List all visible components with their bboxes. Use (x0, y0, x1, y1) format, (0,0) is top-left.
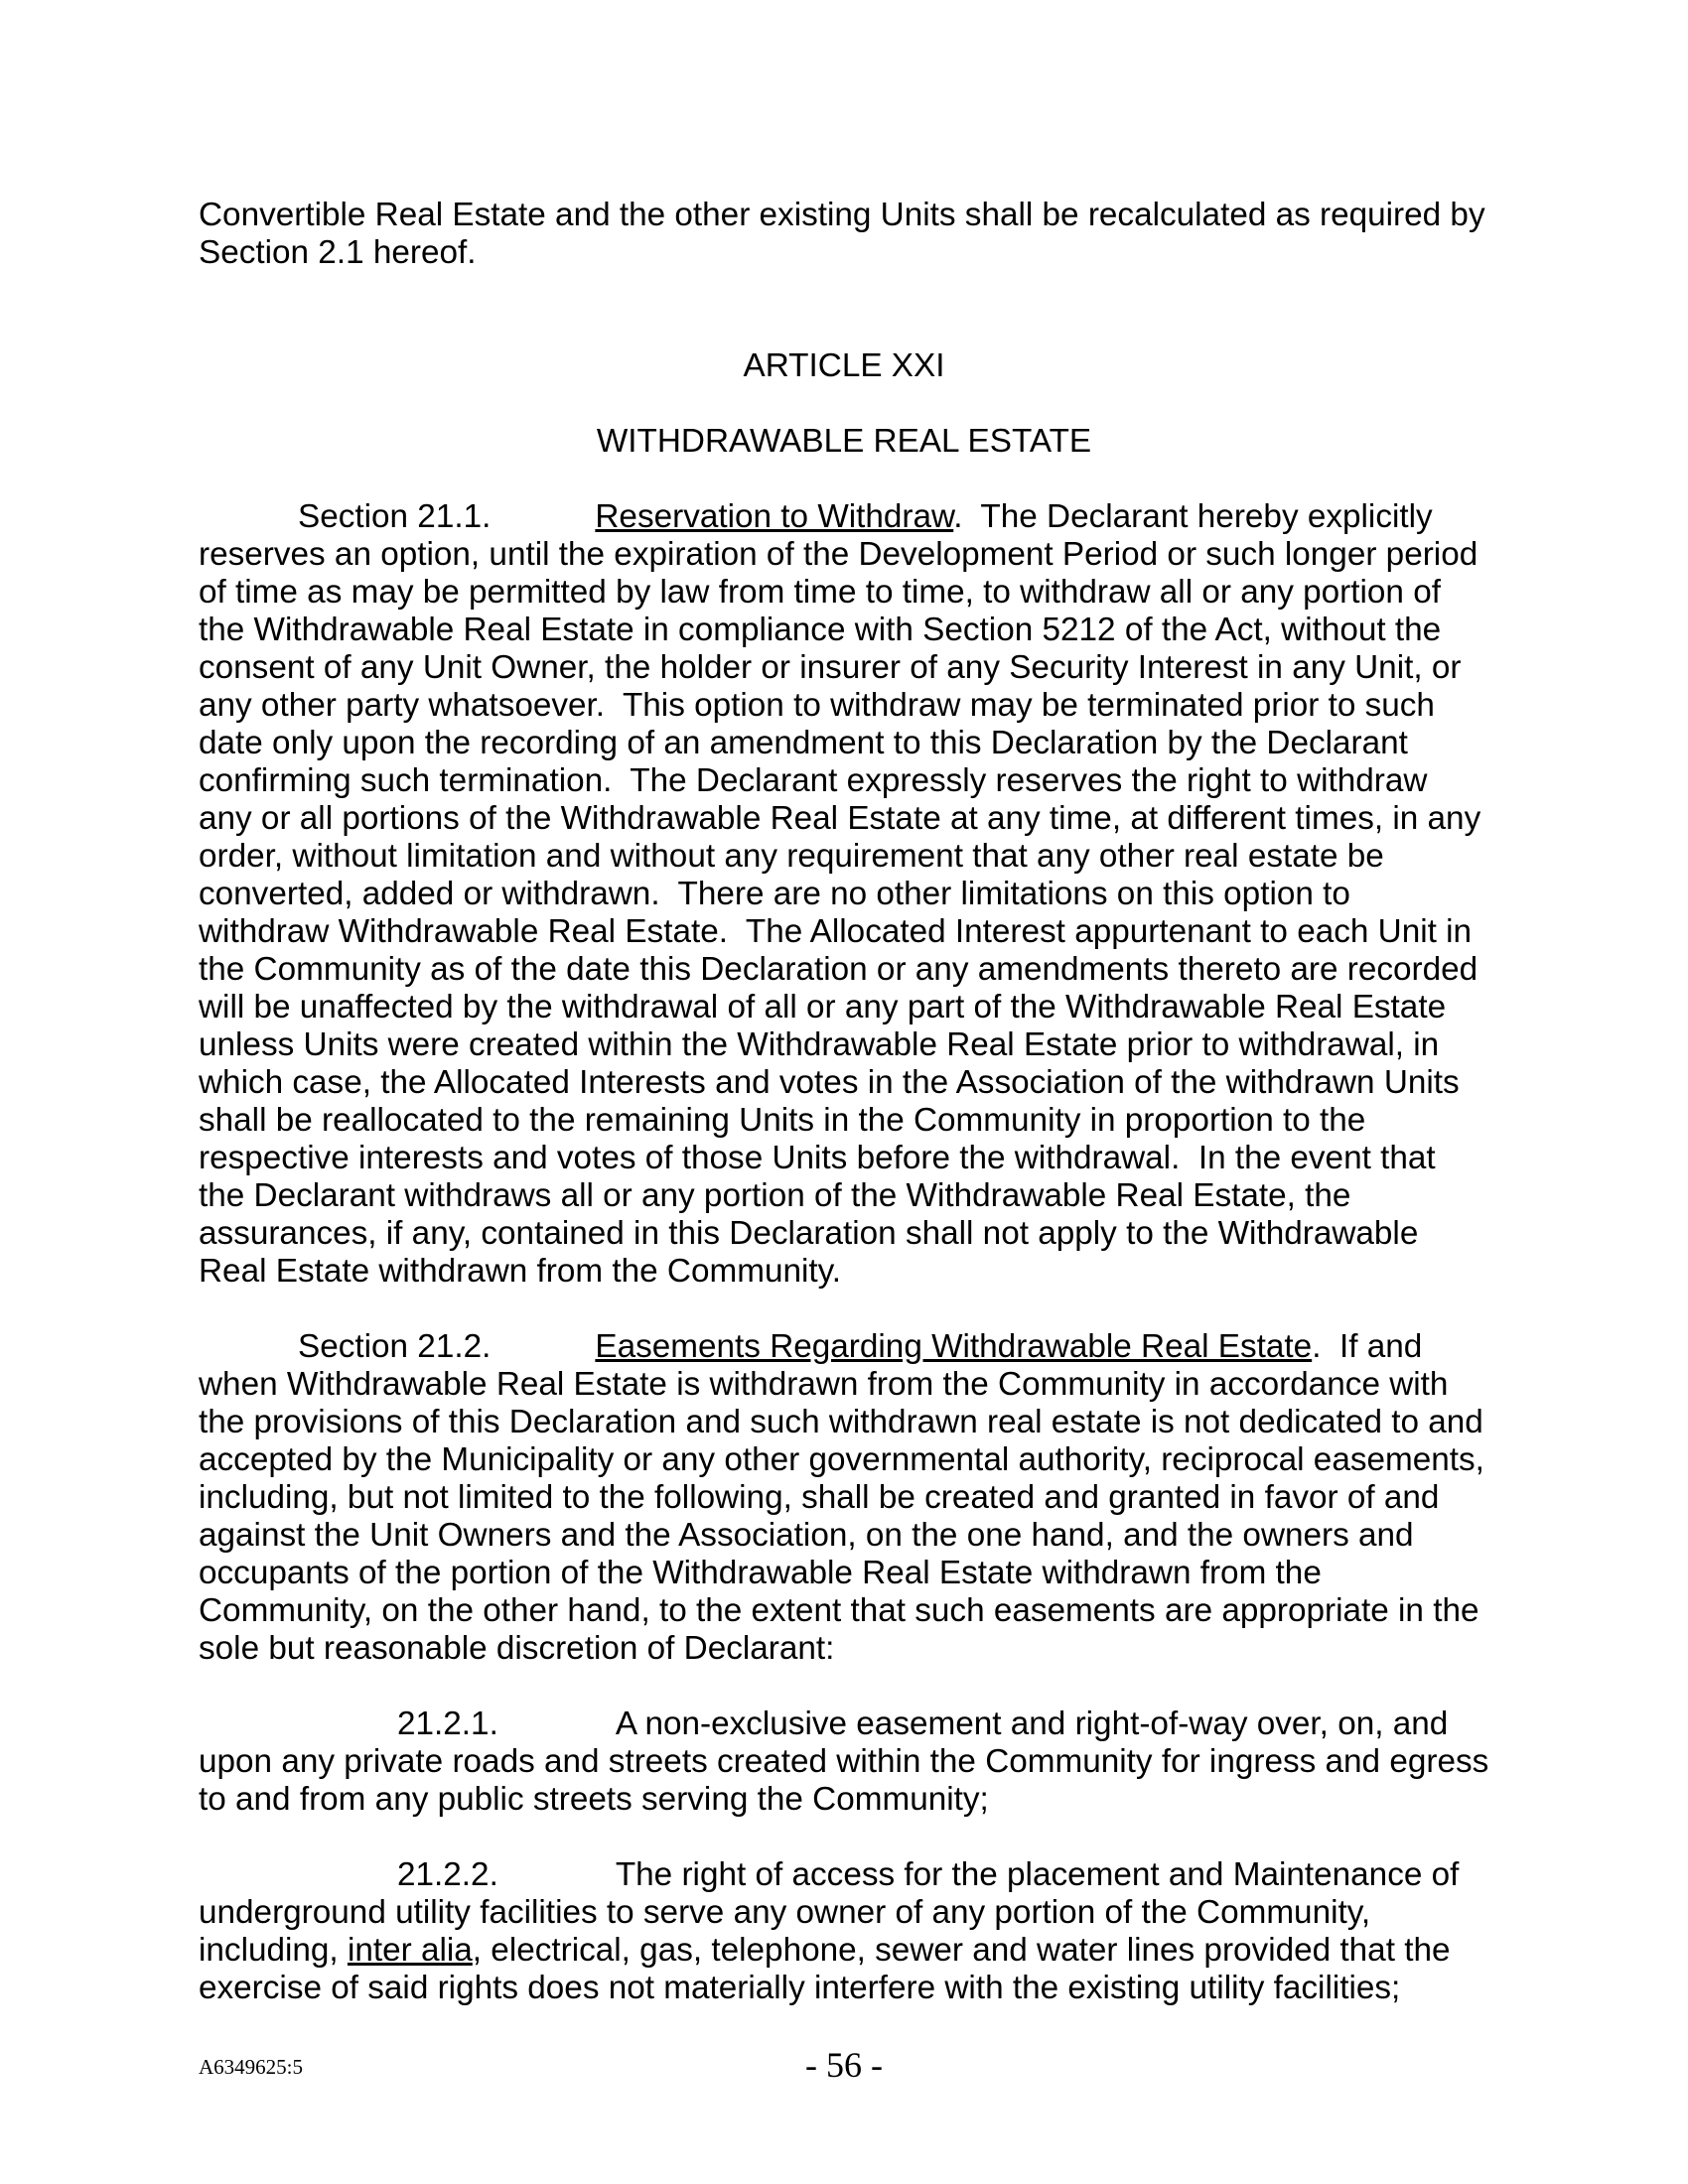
subsection-21-2-2-body-start: The right of access for the placement and Maintenance of underground utility facilities to serve any owner of any portion of the Community, including, (199, 1856, 1469, 1969)
section-21-2-label: Section 21.2. (298, 1328, 492, 1365)
subsection-21-2-2-latin-phrase: inter alia (347, 1932, 473, 1969)
section-21-1-label: Section 21.1. (298, 498, 492, 535)
subsection-21-2-2-label: 21.2.2. (397, 1856, 498, 1893)
subsection-21-2-1-body: A non-exclusive easement and right-of-way over, on, and upon any private roads and streets created within the Community for ingress and egress to and from any public streets serving the Community; (199, 1706, 1498, 1818)
footer-page-number: - 56 - (805, 2045, 883, 2085)
subsection-21-2-1-paragraph (199, 1706, 1498, 1819)
section-21-2-paragraph (199, 1328, 1494, 1668)
article-heading: ARTICLE XXI (743, 347, 945, 384)
subsection-21-2-2-paragraph (199, 1856, 1489, 2007)
section-21-2-body: . If and when Withdrawable Real Estate is withdrawn from the Community in accordance with the provisions of this Declaration and such withdrawn real estate is not dedicated to and accepted by the Municipality or any other governmental authority, reciprocal easements, including, but not limited to the following, shall be created and granted in favor of and against the Unit Owners and the Association, on the one hand, and the owners and occupants of the portion of the Withdrawable Real Estate withdrawn from the Community, on the other hand, to the extent that such easements are appropriate in the sole but reasonable discretion of Declarant: (199, 1328, 1494, 1667)
section-21-2-title: Easements Regarding Withdrawable Real Estate (595, 1328, 1313, 1365)
section-21-1-paragraph (199, 498, 1489, 1291)
subsection-21-2-2-body-end: , electrical, gas, telephone, sewer and water lines provided that the exercise of said rights does not materially interfere with the existing utility facilities; (199, 1932, 1460, 2006)
footer-document-id: A6349625:5 (199, 2055, 303, 2079)
section-21-1-title: Reservation to Withdraw (595, 498, 954, 535)
subsection-21-2-1-label: 21.2.1. (397, 1706, 498, 1742)
article-subheading: WITHDRAWABLE REAL ESTATE (596, 423, 1092, 460)
section-21-1-body: . The Declarant hereby explicitly reserves an option, until the expiration of the Development Period or such longer period of time as may be permitted by law from time to time, to withdraw all or any portion of the Withdrawable Real Estate in compliance with Section 5212 of the Act, without the consent of any Unit Owner, the holder or insurer of any Security Interest in any Unit, or any other party whatsoever. This option to withdraw may be terminated prior to such date only upon the recording of an amendment to this Declaration by the Declarant confirming such termination. The Declarant expressly reserves the right to withdraw any or all portions of the Withdrawable Real Estate at any time, at different times, in any order, without limitation and without any requirement that any other real estate be converted, added or withdrawn. There are no other limitations on this option to withdraw Withdrawable Real Estate. The Allocated Interest appurtenant to each Unit in the Community as of the date this Declaration or any amendments thereto are recorded will be unaffected by the withdrawal of all or any part of the Withdrawable Real Estate unless Units were created within the Withdrawable Real Estate prior to withdrawal, in which case, the Allocated Interests and votes in the Association of the withdrawn Units shall be reallocated to the remaining Units in the Community in proportion to the respective interests and votes of those Units before the withdrawal. In the event that the Declarant withdraws all or any portion of the Withdrawable Real Estate, the assurances, if any, contained in this Declaration shall not apply to the Withdrawable Real Estate withdrawn from the Community. (199, 498, 1490, 1290)
continuation-paragraph: Convertible Real Estate and the other existing Units shall be recalculated as required by Section 2.1 hereof. (199, 197, 1494, 271)
